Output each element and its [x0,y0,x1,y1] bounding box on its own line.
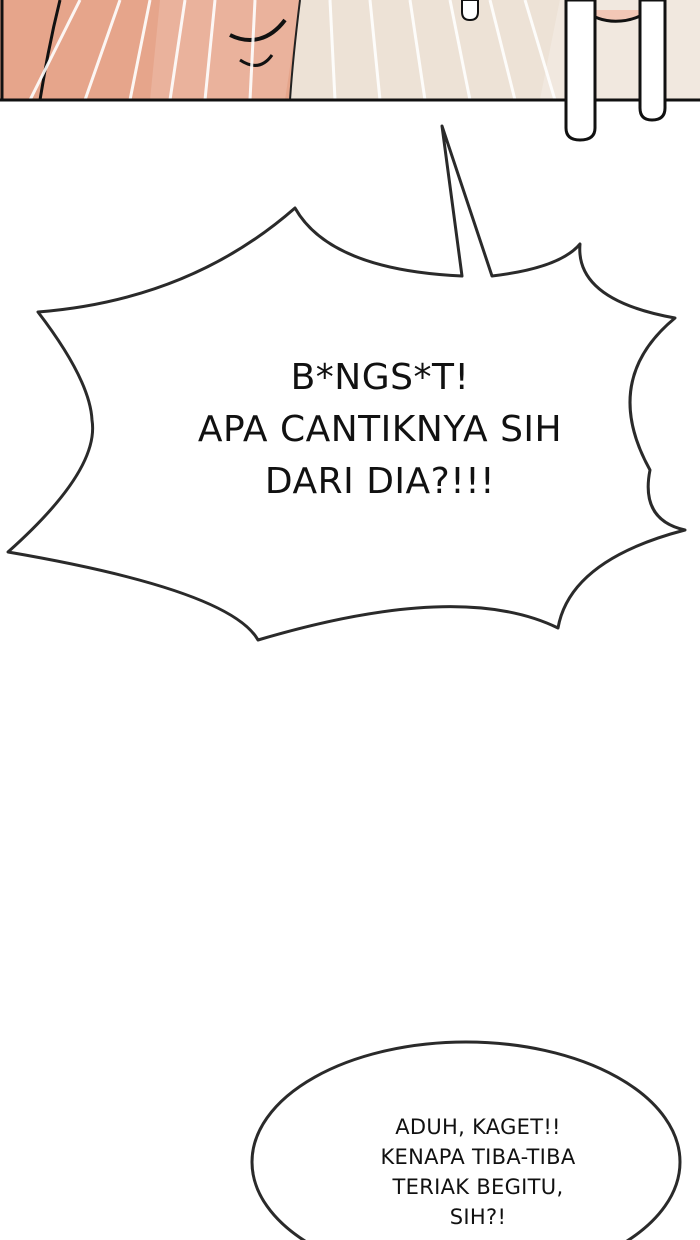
speech-bubble-text [318,1112,638,1232]
shout-line-1: B*NGS*T! [290,357,470,398]
speech-line-1: ADUH, KAGET!! [395,1115,561,1139]
shout-line-2: APA CANTIKNYA SIH [197,409,563,450]
top-panel-artwork [0,0,700,140]
shout-bubble-text [150,352,610,508]
speech-line-4: SIH?! [449,1205,507,1229]
speech-line-2: KENAPA TIBA-TIBA [380,1145,576,1169]
shout-line-3: DARI DIA?!!! [264,461,496,502]
speech-line-3: TERIAK BEGITU, [392,1175,564,1199]
